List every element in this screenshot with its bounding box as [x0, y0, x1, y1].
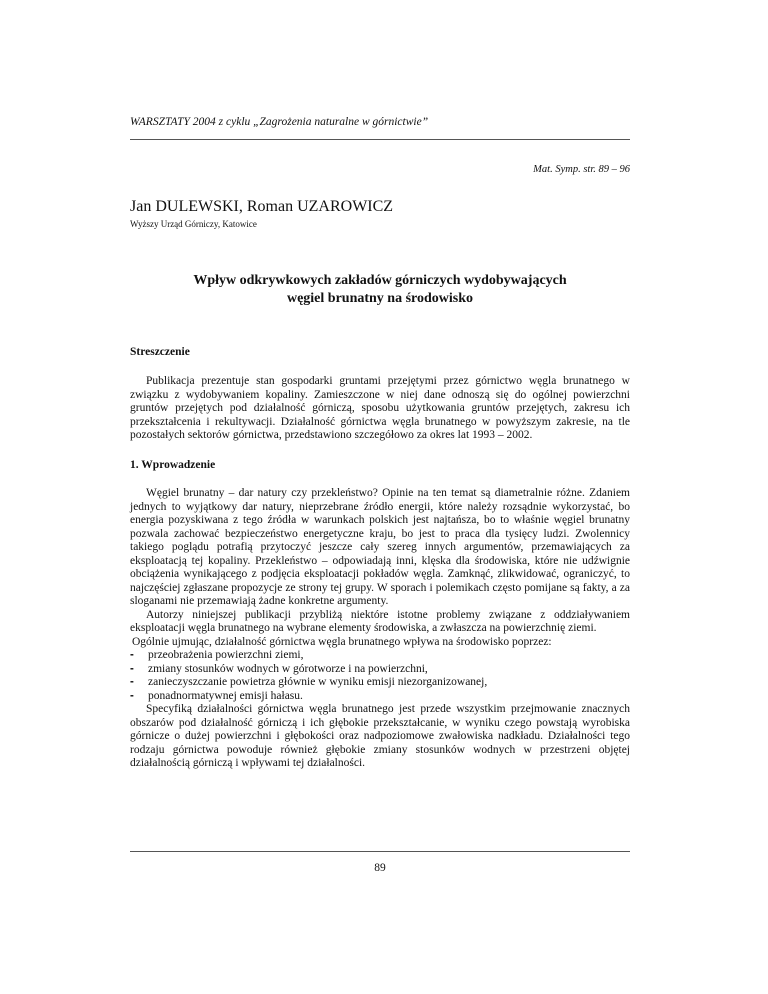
dash-bullet: - — [130, 662, 134, 675]
running-header: WARSZTATY 2004 z cyklu „Zagrożenia naturalne w górnictwie” — [130, 116, 429, 128]
intro-paragraph-2: Autorzy niniejszej publikacji przybliżą niektóre istotne problemy związane z oddziaływaniem eksploatacji węgla brunatnego na wybrane elementy środowiska, a zwłaszcza na powierzchnię ziemi. — [130, 608, 630, 634]
abstract-body — [130, 375, 630, 443]
page-number: 89 — [374, 862, 386, 874]
dash-bullet: - — [130, 689, 134, 702]
footer-rule — [130, 851, 630, 852]
dash-bullet: - — [130, 676, 134, 688]
list-item: - zanieczyszczanie powietrza głównie w wyniku emisji niezorganizowanej, — [130, 676, 488, 688]
authors: Jan DULEWSKI, Roman UZAROWICZ — [130, 198, 394, 215]
intro-paragraph-1: Węgiel brunatny – dar natury czy przekleństwo? Opinie na ten temat są diametralnie różne. Zdaniem jednych to wyjątkowy dar natury, nieprzebrane źródło energii, które należy rozsądnie wykorzystać, bo energia pozyskiwana z tego źródła w warunkach polskich jest najtańsza, bo to właśnie węgiel brunatny pozwala zachować bezpieczeństwo energetyczne kraju, bo jest to praca dla tysięcy ludzi. Zwolennicy takiego poglądu potrafią przytoczyć jeszcze cały szereg innych argumentów, przemawiających za eksploatacją tej kopaliny. Przekleństwo – odpowiadają inni, klęska dla środowiska, które nie udźwignie obciążenia wynikającego z podjęcia eksploatacji pokładów węgla. Zamknąć, zlikwidować, ograniczyć, to najczęściej zgłaszane propozycje ze strony tej grupy. W sporach i polemikach często pomijane są fakty, a za sloganami nie przemawiają żadne konkretne argumenty. — [130, 487, 630, 607]
list-item: - ponadnormatywnej emisji hałasu. — [130, 689, 303, 702]
title-line-2: węgiel brunatny na środowisko — [286, 291, 474, 306]
article-title — [130, 272, 630, 308]
dash-bullet: - — [130, 649, 134, 661]
intro-paragraph-4: Specyfiką działalności górnictwa węgla brunatnego jest przede wszystkim przejmowanie znacznych obszarów pod działalność górniczą i ich głębokie przekształcanie, w wyniku czego powstają wyrobiska górnicze o dużej powierzchni i głębokości oraz nadpoziomowe zwałowiska nadkładu. Działalności tego rodzaju górnictwa powoduje również głębokie zmiany stosunków wodnych w przestrzeni objętej działalnością górniczą i wpływami tej działalności. — [130, 703, 630, 769]
symposium-reference: Mat. Symp. str. 89 – 96 — [533, 164, 630, 175]
affiliation: Wyższy Urząd Górniczy, Katowice — [130, 219, 257, 229]
intro-body — [130, 487, 630, 771]
intro-paragraph-3: Ogólnie ujmując, działalność górnictwa węgla brunatnego wpływa na środowisko poprzez: — [132, 635, 552, 648]
header-rule — [130, 139, 630, 140]
abstract-heading: Streszczenie — [130, 346, 190, 358]
title-line-1: Wpływ odkrywkowych zakładów górniczych wydobywających — [193, 273, 567, 288]
abstract-text: Publikacja prezentuje stan gospodarki gruntami przejętymi przez górnictwo węgla brunatnego w związku z wydobywaniem kopaliny. Zamieszczone w niej dane odnoszą się do ogólnej powierzchni gruntów przejętych pod działalność górniczą, sposobu użytkowania gruntów przejętych, zakresu ich przekształcenia i rekultywacji. Działalność górnictwa węgla brunatnego w powyższym zakresie, na tle pozostałych sektorów górnictwa, przedstawiono szczegółowo za okres lat 1993 – 2002. — [130, 375, 630, 441]
intro-heading: 1. Wprowadzenie — [130, 459, 216, 471]
impact-list — [130, 649, 630, 703]
list-item: - przeobrażenia powierzchni ziemi, — [130, 649, 304, 661]
list-item: - zmiany stosunków wodnych w górotworze i na powierzchni, — [130, 662, 428, 675]
